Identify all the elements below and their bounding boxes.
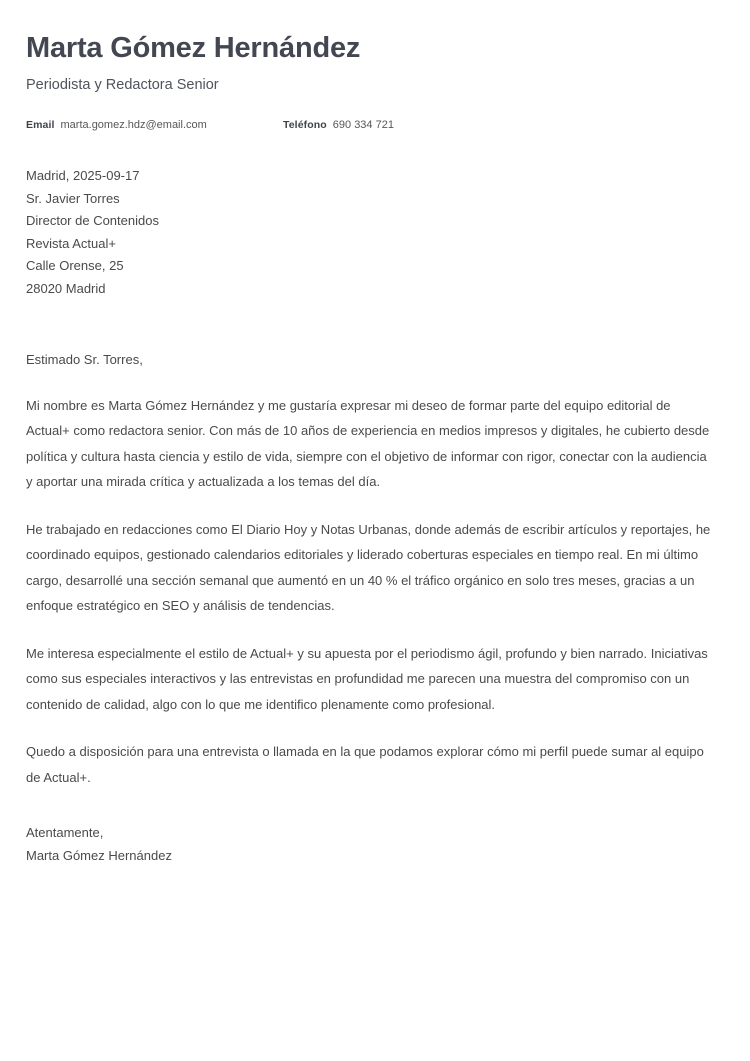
recipient-line-name: Sr. Javier Torres [26,190,120,206]
contact-row [26,117,716,133]
body-paragraph-1: Mi nombre es Marta Gómez Hernández y me gustaría expresar mi deseo de formar parte del equipo editorial de Actual+ como redactora senior. Con más de 10 años de experiencia en medios impresos y digitales, he cubierto desde política y cultura hasta ciencia y estilo de vida, siempre con el objetivo de informar con rigor, conectar con la audiencia y aportar una mirada crítica y actualizada a los temas del día. [26,397,710,490]
salutation: Estimado Sr. Torres, [26,351,143,367]
body-paragraph-3: Me interesa especialmente el estilo de Actual+ y su apuesta por el periodismo ágil, profundo y bien narrado. Iniciativas como sus especiales interactivos y las entrevistas en profundidad me parecen una muestra del compromiso con un contenido de calidad, algo con lo que me identifico plenamente como profesional. [26,645,708,712]
recipient-line-street: Calle Orense, 25 [26,258,124,274]
recipient-line-date: Madrid, 2025-09-17 [26,168,140,183]
email-label: Email [26,119,55,131]
closing-salutation: Atentamente, [26,825,104,841]
recipient-line-city: 28020 Madrid [26,280,106,296]
page-title: Marta Gómez Hernández [26,32,361,64]
body-paragraph-4: Quedo a disposición para una entrevista o llamada en la que podamos explorar cómo mi perfil puede sumar al equipo de Actual+. [26,744,704,785]
contact-item-email [26,117,283,133]
phone-value: 690 334 721 [332,119,394,131]
professional-title: Periodista y Redactora Senior [26,77,219,93]
phone-label: Teléfono [283,119,327,131]
contact-item-phone [283,117,394,133]
email-value: marta.gomez.hdz@email.com [60,119,207,131]
closing-block [26,822,716,867]
recipient-line-role: Director de Contenidos [26,213,159,229]
letter-body [26,349,716,868]
signature-name: Marta Gómez Hernández [26,847,172,863]
recipient-line-company: Revista Actual+ [26,235,116,251]
body-paragraph-2: He trabajado en redacciones como El Diario Hoy y Notas Urbanas, donde además de escribir artículos y reportajes, he coordinado equipos, gestionado calendarios editoriales y liderado coberturas especiales en tiempo real. En mi último cargo, desarrollé una sección semanal que aumentó en un 40 % el tráfico orgánico en solo tres meses, gracias a un enfoque estratégico en SEO y análisis de tendencias. [26,521,711,614]
recipient-block [26,165,716,301]
letter-header [26,30,716,133]
